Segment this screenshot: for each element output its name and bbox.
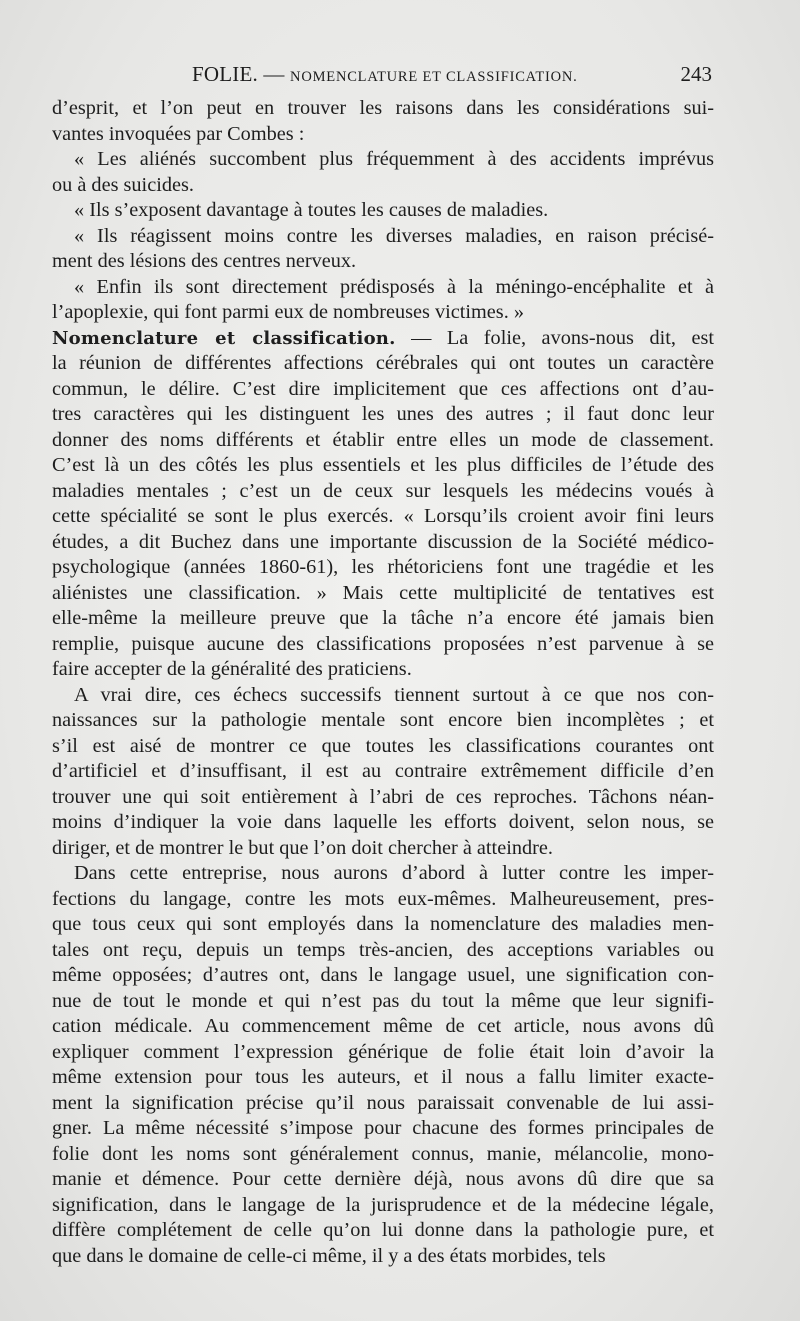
- paragraph-5: [52, 275, 714, 326]
- text-line: diffère complétement de celle qu’on lui donne dans la pathologie pure, et: [52, 1219, 714, 1241]
- text-line: remplie, puisque aucune des classifications proposées n’est parvenue à se: [52, 632, 714, 655]
- text-line: cette spécialité se sont le plus exercés. « Lorsqu’ils croient avoir fini leurs: [52, 505, 714, 527]
- text-line: « Ils réagissent moins contre les diverses maladies, en raison précisé-: [74, 224, 714, 247]
- text-line: psychologique (années 1860-61), les rhétoriciens font une tragédie et les: [52, 556, 714, 578]
- text-line: « Les aliénés succombent plus fréquemment à des accidents imprévus: [74, 148, 714, 170]
- paragraph-7: [52, 683, 714, 862]
- body-text: [52, 96, 714, 1269]
- text-line: diriger, et de montrer le but que l’on doit chercher à atteindre.: [52, 836, 553, 859]
- section-heading-line: [52, 326, 714, 352]
- text-line: ment des lésions des centres nerveux.: [52, 250, 357, 272]
- paragraph-6-lines: [52, 351, 714, 683]
- text-line: Dans cette entreprise, nous aurons d’abord à lutter contre les imper-: [74, 862, 714, 884]
- text-line: ou à des suicides.: [52, 173, 194, 196]
- text-line: vantes invoquées par Combes :: [52, 122, 305, 145]
- text-line: « Ils s’exposent davantage à toutes les causes de maladies.: [74, 199, 549, 221]
- text-line: A vrai dire, ces échecs successifs tiennent surtout à ce que nos con-: [74, 683, 714, 706]
- text-line: même extension pour tous les auteurs, et il nous a fallu limiter exacte-: [52, 1066, 714, 1088]
- text-line: même opposées; d’autres ont, dans le langage usuel, une signification con-: [52, 964, 714, 986]
- text-line: maladies mentales ; c’est un de ceux sur lesquels les médecins voués à: [52, 479, 714, 502]
- text-line: elle-même la meilleure preuve que la tâche n’a encore été jamais bien: [52, 607, 714, 629]
- paragraph-3: [52, 198, 714, 224]
- paragraph-1: [52, 96, 714, 147]
- text-line: naissances sur la pathologie mentale sont encore bien incomplètes ; et: [52, 709, 714, 731]
- text-line: « Enfin ils sont directement prédisposés à la méningo-encéphalite et à: [74, 275, 714, 298]
- text-line: que dans le domaine de celle-ci même, il y a des états morbides, tels: [52, 1244, 606, 1267]
- text-line: expliquer comment l’expression générique de folie était loin d’avoir la: [52, 1040, 714, 1063]
- paragraph-4: [52, 224, 714, 275]
- text-line: tales ont reçu, depuis un temps très-ancien, des acceptions variables ou: [52, 938, 714, 961]
- text-line: donner des noms différents et établir entre elles un mode de classement.: [52, 428, 714, 451]
- text-line: commun, le délire. C’est dire implicitement que ces affections ont d’au-: [52, 377, 714, 400]
- running-head-title: [192, 62, 578, 87]
- text-line: gner. La même nécessité s’impose pour chacune des formes principales de: [52, 1117, 714, 1139]
- text-line: s’il est aisé de montrer ce que toutes les classifications courantes ont: [52, 734, 714, 757]
- text-line: trouver une qui soit entièrement à l’abri de ces reproches. Tâchons néan-: [52, 785, 714, 808]
- text-line: fections du langage, contre les mots eux-mêmes. Malheureusement, pres-: [52, 887, 714, 910]
- text-line: signification, dans le langage de la jurisprudence et de la médecine légale,: [52, 1193, 714, 1216]
- text-line: manie et démence. Pour cette dernière déjà, nous avons dû dire que sa: [52, 1168, 714, 1190]
- text-line: cation médicale. Au commencement même de cet article, nous avons dû: [52, 1015, 714, 1037]
- running-header: [52, 62, 712, 90]
- text-line: d’esprit, et l’on peut en trouver les raisons dans les considérations sui-: [52, 97, 714, 119]
- text-line: aliénistes une classification. » Mais cette multiplicité de tentatives est: [52, 581, 714, 604]
- text-line: nue de tout le monde et qui n’est pas du tout la même que leur signifi-: [52, 989, 714, 1012]
- text-line: que tous ceux qui sont employés dans la nomenclature des maladies men-: [52, 913, 714, 935]
- text-line: études, a dit Buchez dans une importante discussion de la Société médico-: [52, 530, 714, 553]
- paragraph-8: [52, 861, 714, 1269]
- page-number: 243: [680, 62, 712, 86]
- text-line: d’artificiel et d’insuffisant, il est au contraire extrêmement difficile d’en: [52, 760, 714, 782]
- paragraph-6: [52, 326, 714, 683]
- text-line: ment la signification précise qu’il nous paraissait convenable de lui assi-: [52, 1091, 714, 1114]
- header-subtitle: NOMENCLATURE ET CLASSIFICATION.: [290, 69, 578, 85]
- text-line: l’apoplexie, qui font parmi eux de nombreuses victimes. »: [52, 301, 524, 323]
- text-line: C’est là un des côtés les plus essentiels et les plus difficiles de l’étude des: [52, 454, 714, 476]
- section-first-line-text: — La folie, avons-nous dit, est: [411, 326, 715, 349]
- paragraph-2: [52, 147, 714, 198]
- text-line: faire accepter de la généralité des praticiens.: [52, 658, 412, 680]
- section-title: Nomenclature et classification.: [52, 327, 396, 349]
- text-line: moins d’indiquer la voie dans laquelle les efforts doivent, selon nous, se: [52, 811, 714, 833]
- header-title: FOLIE. —: [192, 62, 285, 86]
- text-line: tres caractères qui les distinguent les unes des autres ; il faut donc leur: [52, 403, 714, 425]
- text-line: folie dont les noms sont généralement connus, manie, mélancolie, mono-: [52, 1142, 714, 1165]
- text-line: la réunion de différentes affections cérébrales qui ont toutes un caractère: [52, 352, 714, 374]
